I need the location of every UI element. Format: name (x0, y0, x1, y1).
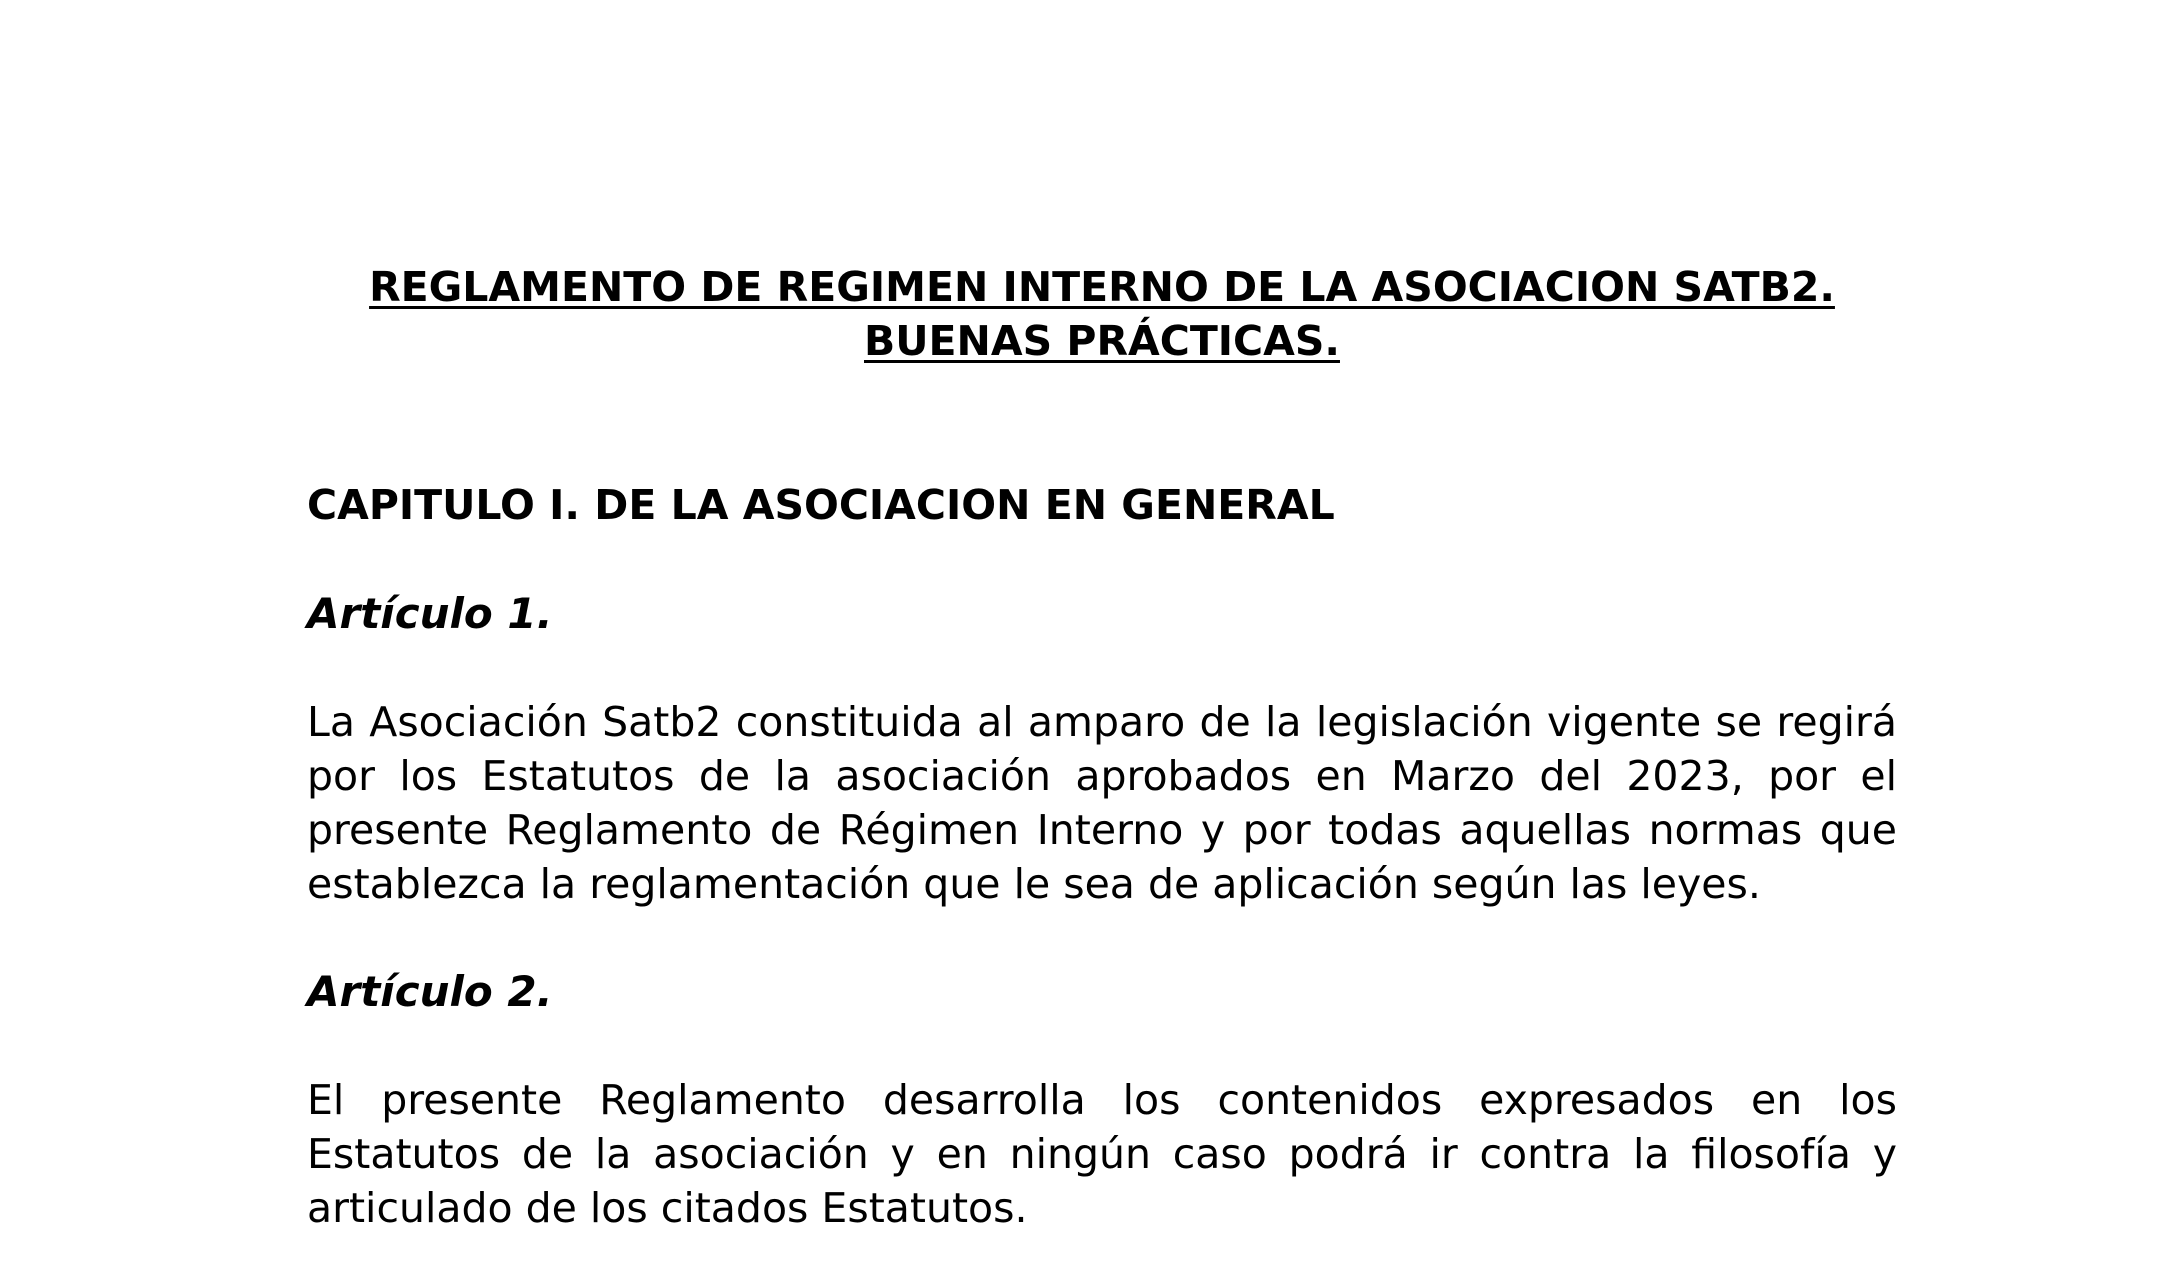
article-1-heading: Artículo 1. (307, 589, 553, 638)
article-2-body: El presente Reglamento desarrolla los contenidos expresados en los Estatutos de la asociación y en ningún caso podrá ir contra la filosofía y articulado de los citados Estatutos. (307, 1076, 1897, 1232)
title-line-1: REGLAMENTO DE REGIMEN INTERNO DE LA ASOCIACION SATB2. (369, 263, 1835, 311)
document-title (307, 260, 1897, 368)
title-line-2: BUENAS PRÁCTICAS. (864, 317, 1340, 365)
chapter-heading: CAPITULO I. DE LA ASOCIACION EN GENERAL (307, 481, 1335, 529)
article-2-heading: Artículo 2. (307, 967, 553, 1016)
article-1-body: La Asociación Satb2 constituida al amparo de la legislación vigente se regirá por los Estatutos de la asociación aprobados en Marzo del 2023, por el presente Reglamento de Régimen Interno y por todas aquellas normas que establezca la reglamentación que le sea de aplicación según las leyes. (307, 698, 1897, 908)
